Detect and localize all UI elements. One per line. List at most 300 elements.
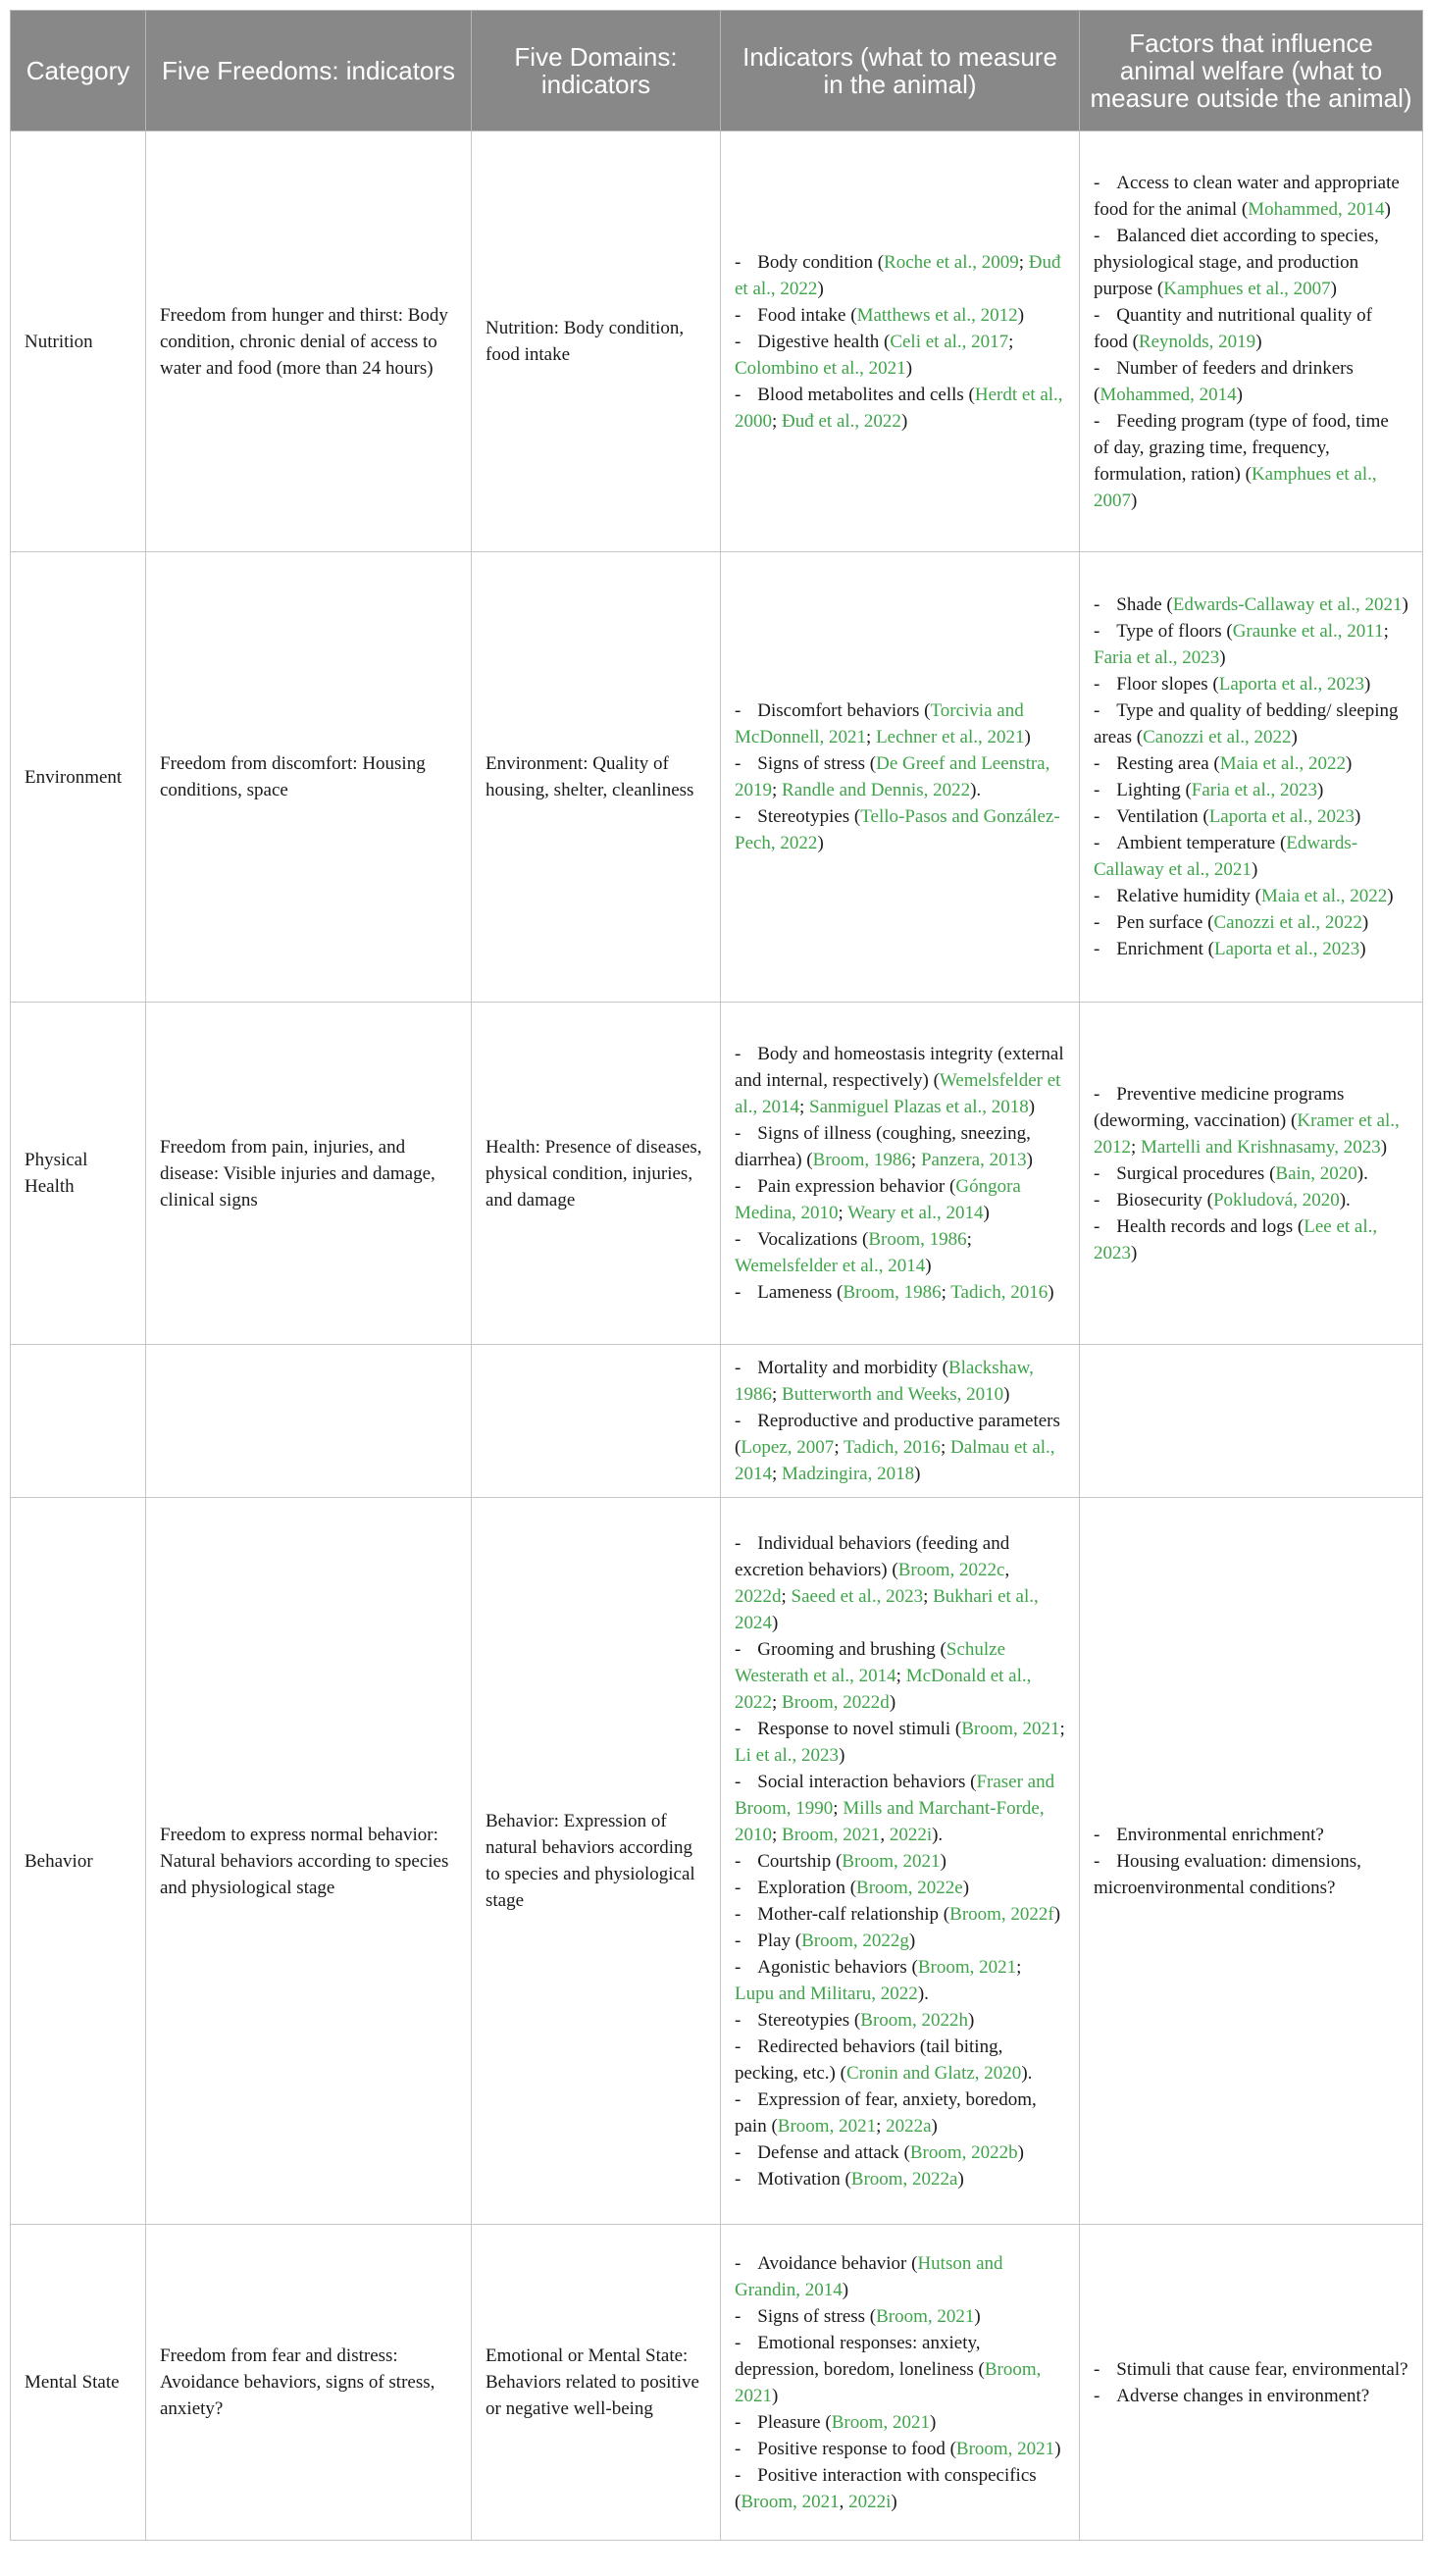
item-text: , (880, 1824, 890, 1845)
header-five-freedoms: Five Freedoms: indicators (146, 11, 472, 131)
reference-link[interactable]: Tadich, 2016 (950, 1282, 1048, 1303)
bullet-dash: - (735, 2411, 742, 2433)
reference-link[interactable]: Edwards-Callaway et al., 2021 (1172, 594, 1403, 615)
freedom-cell: Freedom from fear and distress: Avoidance behaviors, signs of stress, anxiety? (146, 2225, 472, 2541)
indicator-item (735, 1928, 1065, 1954)
indicator-item (735, 697, 1065, 750)
item-text: Pain expression behavior ( (757, 1176, 956, 1197)
reference-link[interactable]: Lee et al., 2023 (1094, 1215, 1378, 1263)
reference-link[interactable]: Broom, 2022f (949, 1903, 1054, 1925)
indicator-item (735, 2007, 1065, 2034)
item-text: ). (1339, 1189, 1351, 1211)
reference-link[interactable]: Broom, 2021 (782, 1824, 881, 1845)
reference-link[interactable]: Broom, 2021 (876, 2305, 975, 2327)
reference-link[interactable]: Weary et al., 2014 (847, 1203, 984, 1223)
bullet-dash: - (1094, 780, 1100, 800)
bullet-dash: - (735, 384, 742, 405)
category-cell (11, 1345, 146, 1498)
item-text: Stereotypies ( (757, 806, 861, 827)
reference-link[interactable]: Blackshaw, 1986 (735, 1358, 1034, 1405)
factor-item (1094, 936, 1408, 962)
item-text: Positive response to food ( (757, 2438, 956, 2459)
reference-link[interactable]: Butterworth and Weeks, 2010 (782, 1384, 1004, 1405)
bullet-dash: - (1094, 833, 1100, 853)
item-text: ). (932, 1824, 944, 1845)
reference-link[interactable]: Broom, 2021 (917, 1956, 1017, 1978)
indicator-item (735, 1636, 1065, 1716)
item-text: ) (839, 1744, 845, 1766)
reference-link[interactable]: Fraser and Broom, 1990 (735, 1771, 1055, 1819)
reference-link[interactable]: Matthews et al., 2012 (856, 304, 1018, 326)
item-text: ) (1024, 727, 1031, 747)
factor-item (1094, 1848, 1408, 1901)
category-cell: Nutrition (11, 131, 146, 552)
bullet-dash: - (735, 2088, 742, 2110)
reference-link[interactable]: Broom, 2021 (777, 2115, 877, 2137)
bullet-dash: - (735, 304, 742, 326)
indicator-item (735, 2139, 1065, 2166)
bullet-dash: - (735, 1282, 742, 1303)
reference-link[interactable]: Broom, 2021 (741, 2491, 840, 2512)
item-text: ) (817, 833, 824, 853)
item-text: ) (772, 1612, 779, 1633)
item-text: , (839, 2491, 849, 2512)
item-text: Body and homeostasis integrity (external and internal, respectively) ( (735, 1044, 1064, 1091)
indicator-item (735, 1954, 1065, 2007)
reference-link[interactable]: Lechner et al., 2021 (876, 727, 1025, 747)
item-text: Mortality and morbidity ( (757, 1358, 948, 1378)
item-text: ; (1383, 621, 1389, 642)
table-row (11, 2225, 1423, 2541)
bullet-dash: - (735, 1956, 742, 1978)
item-text: Balanced diet according to species, physiological stage, and production purpose ( (1094, 225, 1379, 299)
item-text: Play ( (757, 1930, 802, 1951)
item-text: ) (1359, 939, 1366, 959)
reference-link[interactable]: Đuđ et al., 2022 (782, 410, 901, 432)
indicator-item (735, 1041, 1065, 1120)
item-text: , (1004, 1559, 1010, 1580)
item-text: ) (1345, 753, 1353, 774)
bullet-dash: - (735, 2009, 742, 2031)
item-text: ) (974, 2305, 981, 2327)
reference-link[interactable]: Broom, 2022b (909, 2141, 1018, 2163)
reference-link[interactable]: Broom, 2021 (955, 2438, 1055, 2459)
indicator-item (735, 2166, 1065, 2192)
reference-link[interactable]: Pokludová, 2020 (1212, 1189, 1340, 1211)
item-text: ) (962, 1877, 970, 1898)
reference-link[interactable]: Celi et al., 2017 (890, 331, 1009, 352)
item-text: ). (1356, 1162, 1368, 1184)
bullet-dash: - (1094, 939, 1100, 959)
item-text: Housing evaluation: dimensions, microenvironmental conditions? (1094, 1850, 1361, 1898)
item-text: ) (1054, 2438, 1061, 2459)
item-text: ) (1364, 674, 1371, 695)
item-text: ) (931, 2115, 938, 2137)
reference-link[interactable]: Canozzi et al., 2022 (1213, 912, 1362, 933)
bullet-dash: - (735, 2438, 742, 2459)
reference-link[interactable]: Laporta et al., 2023 (1218, 674, 1365, 695)
bullet-dash: - (735, 1638, 742, 1660)
reference-link[interactable]: Broom, 2021 (735, 2358, 1042, 2406)
reference-link[interactable]: Broom, 2022g (801, 1930, 909, 1951)
reference-link[interactable]: Randle and Dennis, 2022 (782, 780, 971, 800)
indicator-item (735, 1355, 1065, 1408)
item-text: ) (1251, 859, 1258, 880)
indicator-item (735, 750, 1065, 803)
indicator-item (735, 1769, 1065, 1848)
reference-link[interactable]: Maia et al., 2022 (1219, 753, 1346, 774)
indicators-cell (721, 1003, 1080, 1345)
reference-link[interactable]: Canozzi et al., 2022 (1143, 727, 1292, 747)
indicators-cell (721, 131, 1080, 552)
factor-item (1094, 1822, 1408, 1848)
item-text: Pleasure ( (757, 2411, 832, 2433)
factor-item (1094, 170, 1408, 223)
bullet-dash: - (1094, 1850, 1100, 1872)
item-text: Type of floors ( (1116, 621, 1233, 642)
indicator-item (735, 2087, 1065, 2139)
reference-link[interactable]: Saeed et al., 2023 (791, 1585, 924, 1607)
item-text: Adverse changes in environment? (1116, 2385, 1370, 2406)
item-text: Individual behaviors (feeding and excretion behaviors) ( (735, 1532, 1010, 1580)
bullet-dash: - (1094, 172, 1100, 193)
reference-link[interactable]: Laporta et al., 2023 (1213, 939, 1360, 959)
factor-item (1094, 1160, 1408, 1187)
item-text: Surgical procedures ( (1116, 1162, 1276, 1184)
item-text: Body condition ( (757, 251, 885, 273)
freedom-cell: Freedom from discomfort: Housing conditions, space (146, 552, 472, 1003)
indicator-item (735, 1120, 1065, 1173)
bullet-dash: - (735, 1176, 742, 1197)
item-text: ; (1131, 1136, 1142, 1158)
bullet-dash: - (735, 2168, 742, 2190)
reference-link[interactable]: Panzera, 2013 (920, 1150, 1027, 1170)
reference-link[interactable]: Kamphues et al., 2007 (1094, 463, 1377, 511)
item-text: Lighting ( (1116, 780, 1192, 800)
factor-item (1094, 777, 1408, 803)
factor-item (1094, 1213, 1408, 1266)
item-text: Ambient temperature ( (1116, 833, 1287, 853)
item-text: ; (910, 1150, 921, 1170)
item-text: Reproductive and productive parameters ( (735, 1411, 1060, 1458)
indicator-item (735, 2409, 1065, 2436)
factors-cell (1080, 1345, 1423, 1498)
bullet-dash: - (735, 1532, 742, 1554)
item-text: Shade ( (1116, 594, 1173, 615)
reference-link[interactable]: Broom, 2021 (831, 2411, 930, 2433)
item-text: ; (798, 1097, 809, 1117)
reference-link[interactable]: Hutson and Grandin, 2014 (735, 2252, 1003, 2300)
bullet-dash: - (1094, 1215, 1100, 1237)
bullet-dash: - (1094, 1083, 1100, 1105)
reference-link[interactable]: Tadich, 2016 (844, 1437, 941, 1458)
category-cell: Behavior (11, 1498, 146, 2225)
item-text: ) (1048, 1282, 1054, 1303)
freedom-cell: Freedom from hunger and thirst: Body condition, chronic denial of access to water and food (more than 24 hours) (146, 131, 472, 552)
item-text: ) (1291, 727, 1298, 747)
item-text: ) (891, 2491, 897, 2512)
reference-link[interactable]: Broom, 1986 (843, 1282, 942, 1303)
reference-link[interactable]: Kamphues et al., 2007 (1163, 278, 1331, 299)
reference-link[interactable]: Bain, 2020 (1275, 1162, 1357, 1184)
category-cell: Physical Health (11, 1003, 146, 1345)
table-wrapper (10, 10, 1422, 2541)
reference-link[interactable]: Maia et al., 2022 (1261, 886, 1388, 906)
item-text: ; (833, 1797, 844, 1819)
reference-link[interactable]: Mills and Marchant-Forde, 2010 (735, 1797, 1045, 1845)
domain-cell (472, 1345, 721, 1498)
item-text: Signs of illness (coughing, sneezing, diarrhea) ( (735, 1123, 1031, 1170)
reference-link[interactable]: Madzingira, 2018 (782, 1464, 915, 1484)
factors-cell (1080, 552, 1423, 1003)
table-row (11, 1498, 1423, 2225)
item-text: Courtship ( (757, 1850, 843, 1872)
item-text: Digestive health ( (757, 331, 891, 352)
reference-link[interactable]: Broom, 2022d (782, 1691, 890, 1713)
category-cell: Environment (11, 552, 146, 1003)
item-text: ) (1384, 198, 1391, 220)
factor-item (1094, 302, 1408, 355)
item-text: ; (781, 1585, 792, 1607)
bullet-dash: - (1094, 410, 1100, 432)
item-text: ) (908, 1930, 916, 1951)
item-text: ) (957, 2168, 964, 2190)
item-text: ) (929, 2411, 937, 2433)
reference-link[interactable]: Li et al., 2023 (735, 1744, 840, 1766)
reference-link[interactable]: Kramer et al., 2012 (1094, 1109, 1400, 1158)
reference-link[interactable]: Faria et al., 2023 (1191, 780, 1317, 800)
bullet-dash: - (1094, 594, 1100, 615)
item-text: Health records and logs ( (1116, 1215, 1304, 1237)
reference-link[interactable]: Edwards-Callaway et al., 2021 (1094, 833, 1358, 880)
item-text: Vocalizations ( (757, 1229, 869, 1250)
reference-link[interactable]: Wemelsfelder et al., 2014 (735, 1070, 1061, 1117)
indicator-item (735, 2303, 1065, 2330)
domain-cell: Behavior: Expression of natural behaviors according to species and physiological stage (472, 1498, 721, 2225)
item-text: Lameness ( (757, 1282, 844, 1303)
item-text: Number of feeders and drinkers ( (1094, 357, 1354, 405)
reference-link[interactable]: Mohammed, 2014 (1100, 384, 1237, 405)
item-text: ; (772, 1824, 783, 1845)
item-text: ) (914, 1464, 921, 1484)
reference-link[interactable]: Sanmiguel Plazas et al., 2018 (809, 1097, 1029, 1117)
item-text: ) (817, 278, 824, 299)
reference-link[interactable]: Mohammed, 2014 (1248, 198, 1385, 220)
item-text: Signs of stress ( (757, 753, 877, 774)
item-text: ) (1255, 331, 1262, 352)
reference-link[interactable]: 2022i (889, 1824, 933, 1845)
bullet-dash: - (1094, 1189, 1100, 1211)
item-text: Blood metabolites and cells ( (757, 384, 975, 405)
reference-link[interactable]: Lopez, 2007 (741, 1437, 835, 1458)
item-text: ) (940, 1850, 946, 1872)
bullet-dash: - (1094, 1162, 1100, 1184)
category-cell: Mental State (11, 2225, 146, 2541)
reference-link[interactable]: Broom, 2021 (961, 1718, 1060, 1739)
item-text: ) (889, 1691, 896, 1713)
bullet-dash: - (735, 2332, 742, 2353)
reference-link[interactable]: Bukhari et al., 2024 (735, 1585, 1039, 1633)
item-text: ; (772, 410, 783, 432)
indicators-cell (721, 1345, 1080, 1498)
indicators-cell (721, 552, 1080, 1003)
reference-link[interactable]: Martelli and Krishnasamy, 2023 (1141, 1136, 1381, 1158)
bullet-dash: - (735, 1930, 742, 1951)
item-text: ) (1131, 489, 1138, 511)
indicator-item (735, 1226, 1065, 1279)
table-row (11, 131, 1423, 552)
item-text: Environmental enrichment? (1116, 1824, 1324, 1845)
reference-link[interactable]: Broom, 2022c (897, 1559, 1005, 1580)
item-text: Floor slopes ( (1116, 674, 1219, 695)
factor-item (1094, 830, 1408, 883)
indicator-item (735, 2436, 1065, 2462)
bullet-dash: - (735, 251, 742, 273)
table-row (11, 1003, 1423, 1345)
bullet-dash: - (735, 1718, 742, 1739)
item-text: Defense and attack ( (757, 2141, 910, 2163)
item-text: Response to novel stimuli ( (757, 1718, 962, 1739)
reference-link[interactable]: Colombino et al., 2021 (735, 357, 906, 379)
indicator-item (735, 1848, 1065, 1875)
item-text: ) (1330, 278, 1337, 299)
reference-link[interactable]: Faria et al., 2023 (1094, 647, 1220, 668)
item-text: ) (1361, 912, 1369, 933)
item-text: Expression of fear, anxiety, boredom, pain ( (735, 2088, 1037, 2137)
bullet-dash: - (735, 806, 742, 827)
item-text: ; (876, 2115, 887, 2137)
item-text: ) (1017, 304, 1025, 326)
header-row (11, 11, 1423, 131)
item-text: ) (1387, 886, 1394, 906)
bullet-dash: - (735, 1358, 742, 1378)
item-text: Ventilation ( (1116, 806, 1209, 827)
reference-link[interactable]: Broom, 1986 (812, 1150, 911, 1170)
reference-link[interactable]: Herdt et al., 2000 (735, 384, 1063, 432)
item-text: ) (1131, 1242, 1138, 1263)
bullet-dash: - (735, 331, 742, 352)
bullet-dash: - (735, 1411, 742, 1431)
factor-item (1094, 2356, 1408, 2383)
reference-link[interactable]: Góngora Medina, 2010 (735, 1176, 1021, 1223)
bullet-dash: - (1094, 1824, 1100, 1845)
item-text: ; (866, 727, 877, 747)
table-row (11, 1345, 1423, 1498)
reference-link[interactable]: McDonald et al., 2022 (735, 1665, 1032, 1713)
bullet-dash: - (1094, 806, 1100, 827)
reference-link[interactable]: Broom, 2022a (850, 2168, 958, 2190)
indicator-item (735, 249, 1065, 302)
bullet-dash: - (735, 700, 742, 721)
item-text: ) (1402, 594, 1408, 615)
item-text: Positive interaction with conspecifics ( (735, 2464, 1037, 2512)
item-text: ) (983, 1203, 990, 1223)
reference-link[interactable]: Reynolds, 2019 (1138, 331, 1256, 352)
reference-link[interactable]: 2022d (735, 1585, 782, 1607)
reference-link[interactable]: Cronin and Glatz, 2020 (845, 2062, 1022, 2084)
reference-link[interactable]: 2022i (848, 2491, 892, 2512)
indicator-item (735, 329, 1065, 382)
bullet-dash: - (735, 2035, 742, 2057)
bullet-dash: - (1094, 304, 1100, 326)
item-text: ; (923, 1585, 934, 1607)
reference-link[interactable]: Graunke et al., 2011 (1232, 621, 1384, 642)
reference-link[interactable]: Schulze Westerath et al., 2014 (735, 1638, 1006, 1686)
reference-link[interactable]: Torcivia and McDonnell, 2021 (735, 700, 1024, 747)
item-text: ; (1008, 331, 1014, 352)
indicator-item (735, 1408, 1065, 1487)
item-text: Agonistic behaviors ( (757, 1956, 918, 1978)
reference-link[interactable]: Tello-Pasos and González-Pech, 2022 (735, 806, 1060, 853)
item-text: Stereotypies ( (757, 2009, 861, 2031)
freedom-cell: Freedom from pain, injuries, and disease: Visible injuries and damage, clinical signs (146, 1003, 472, 1345)
item-text: ) (905, 357, 913, 379)
item-text: ; (772, 780, 783, 800)
item-text: ) (1219, 647, 1226, 668)
bullet-dash: - (735, 2464, 742, 2486)
domain-cell: Nutrition: Body condition, food intake (472, 131, 721, 552)
reference-link[interactable]: De Greef and Leenstra, 2019 (735, 753, 1050, 800)
reference-link[interactable]: Broom, 2022h (860, 2009, 969, 2031)
factor-item (1094, 1081, 1408, 1160)
freedom-cell (146, 1345, 472, 1498)
item-text: Biosecurity ( (1116, 1189, 1213, 1211)
indicator-item (735, 1716, 1065, 1769)
bullet-dash: - (735, 2305, 742, 2327)
reference-link[interactable]: Laporta et al., 2023 (1208, 806, 1355, 827)
item-text: ; (941, 1282, 951, 1303)
factor-item (1094, 803, 1408, 830)
header-factors: Factors that influence animal welfare (what to measure outside the animal) (1080, 11, 1423, 131)
item-text: Preventive medicine programs (deworming, vaccination) ( (1094, 1083, 1345, 1131)
indicator-item (735, 1279, 1065, 1306)
factor-item (1094, 909, 1408, 936)
factors-cell (1080, 2225, 1423, 2541)
item-text: Signs of stress ( (757, 2305, 877, 2327)
domain-cell: Health: Presence of diseases, physical condition, injuries, and damage (472, 1003, 721, 1345)
reference-link[interactable]: Đuđ et al., 2022 (735, 251, 1061, 299)
reference-link[interactable]: Broom, 1986 (868, 1229, 967, 1250)
item-text: ; (772, 1464, 783, 1484)
reference-link[interactable]: Broom, 2021 (842, 1850, 941, 1872)
bullet-dash: - (735, 1229, 742, 1250)
item-text: ) (1003, 1384, 1010, 1405)
indicator-item (735, 2462, 1065, 2515)
reference-link[interactable]: Dalmau et al., 2014 (735, 1437, 1055, 1484)
item-text: ; (1016, 1956, 1022, 1978)
item-text: Pen surface ( (1116, 912, 1214, 933)
factor-item (1094, 2383, 1408, 2409)
reference-link[interactable]: 2022a (886, 2115, 932, 2137)
indicator-item (735, 803, 1065, 856)
item-text: ). (970, 780, 982, 800)
bullet-dash: - (1094, 674, 1100, 695)
bullet-dash: - (1094, 2385, 1100, 2406)
reference-link[interactable]: Broom, 2022e (856, 1877, 963, 1898)
reference-link[interactable]: Roche et al., 2009 (884, 251, 1019, 273)
item-text: ; (834, 1437, 844, 1458)
reference-link[interactable]: Wemelsfelder et al., 2014 (735, 1256, 926, 1276)
reference-link[interactable]: Lupu and Militaru, 2022 (735, 1983, 918, 2004)
domain-cell: Environment: Quality of housing, shelter, cleanliness (472, 552, 721, 1003)
factor-item (1094, 355, 1408, 408)
item-text: ) (1317, 780, 1324, 800)
table-body (11, 131, 1423, 2541)
indicator-item (735, 2250, 1065, 2303)
bullet-dash: - (735, 1123, 742, 1144)
item-text: ) (1053, 1903, 1061, 1925)
item-text: ). (1021, 2062, 1033, 2084)
